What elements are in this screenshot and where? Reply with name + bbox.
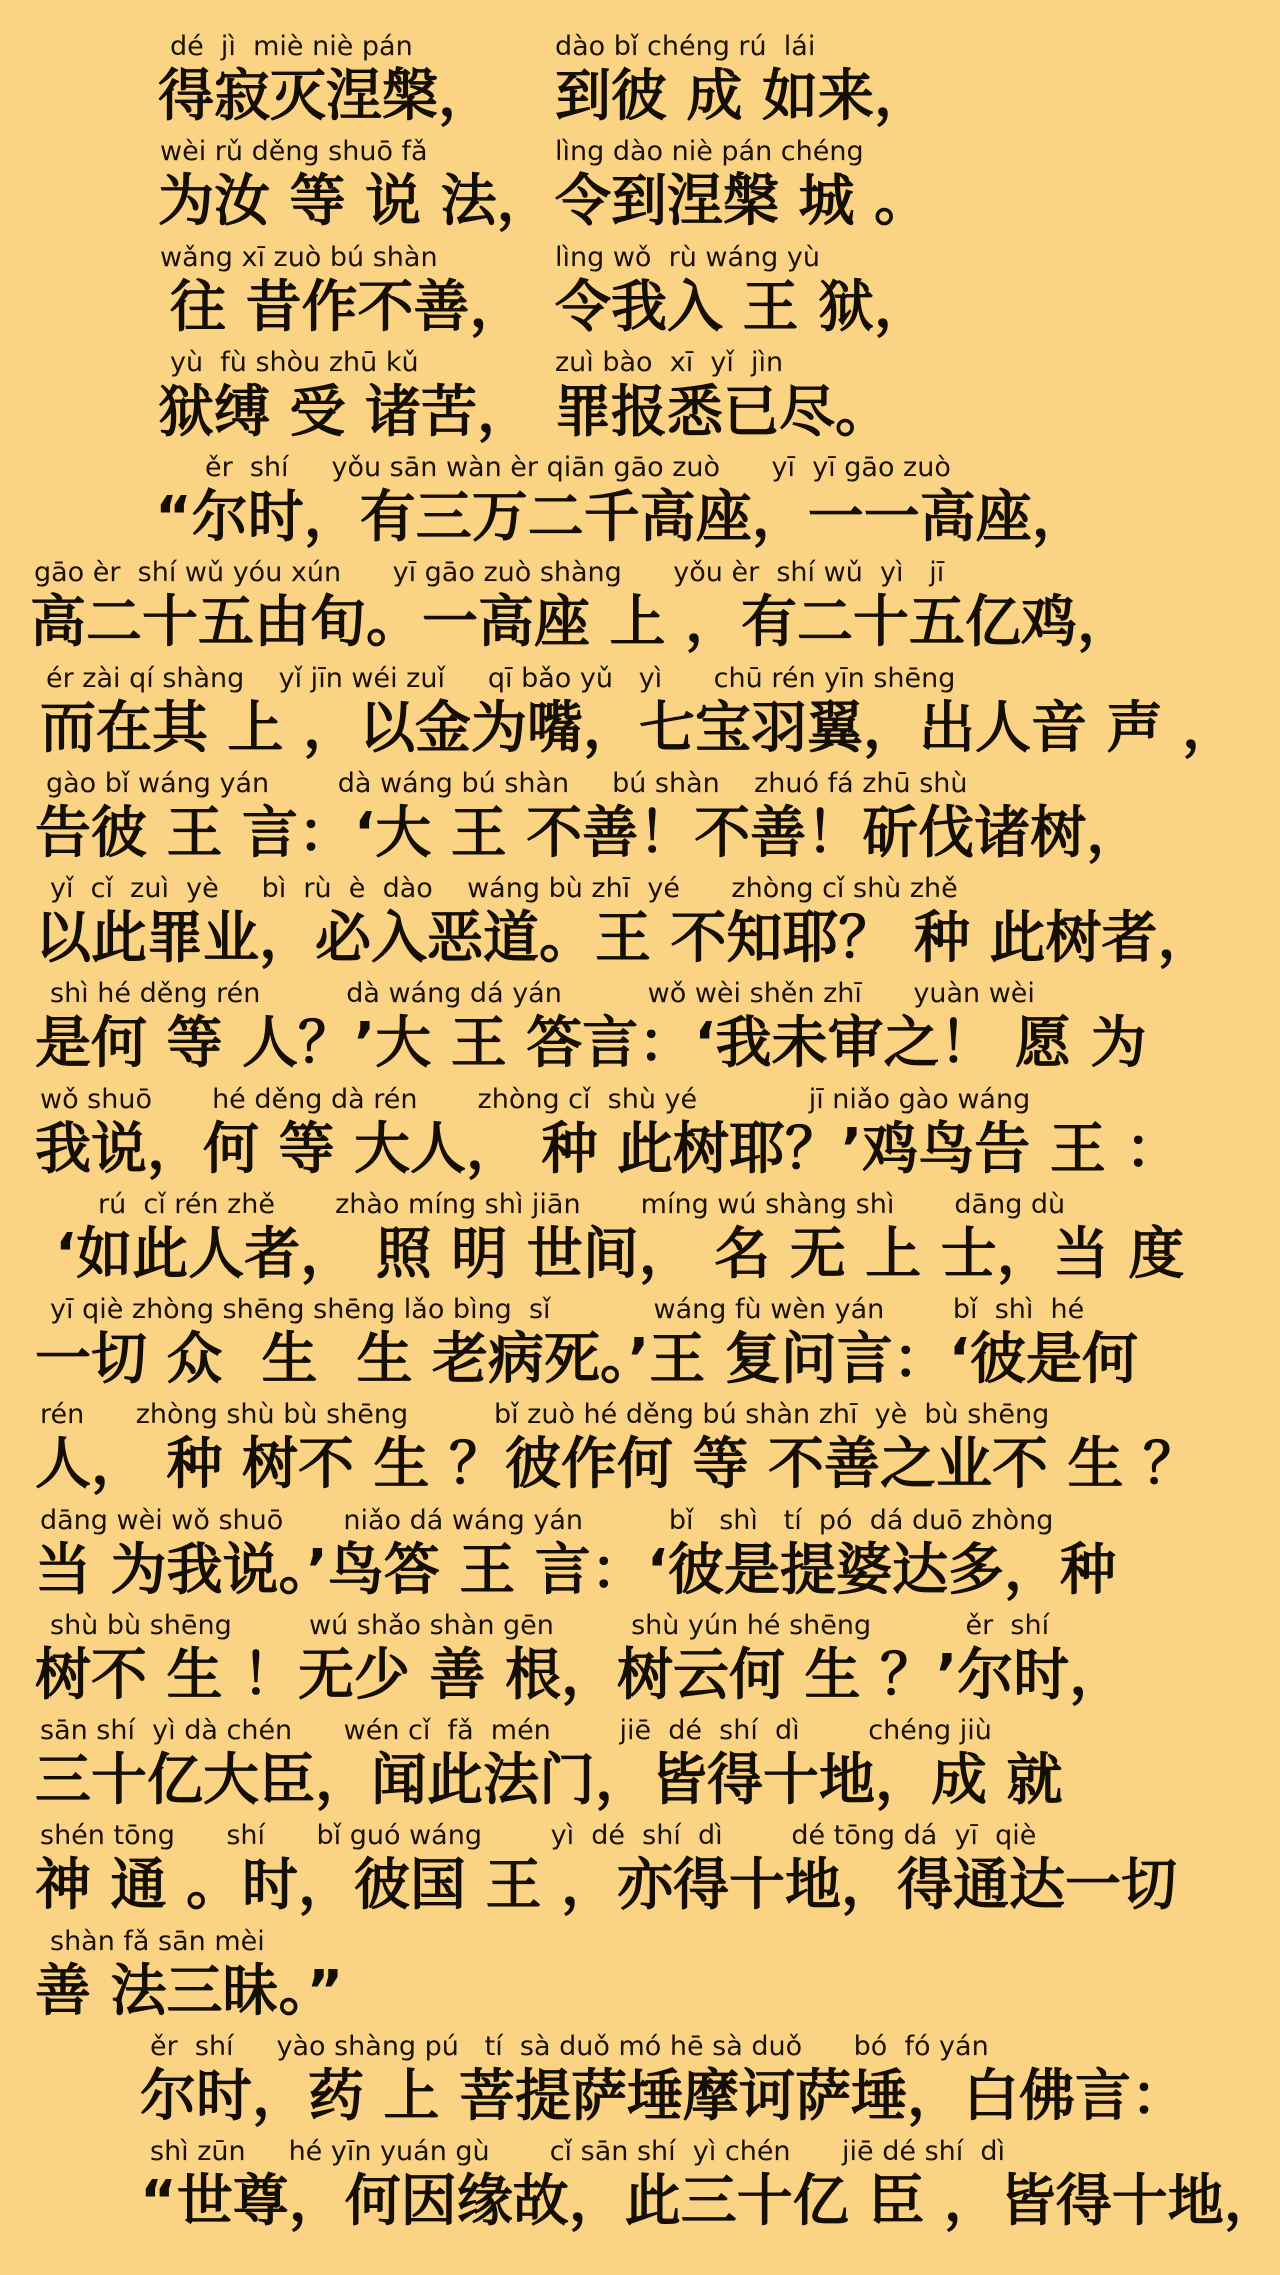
- hanzi-text: 神 通 。时，彼国 王 ，亦得十地，得通达一切: [35, 1853, 1177, 1918]
- hanzi-text: 为汝 等 说 法，: [158, 169, 553, 234]
- prose-line: [0, 2030, 1187, 2134]
- prose-line: [0, 872, 1214, 976]
- hanzi-text: 善 法三昧。”: [35, 1959, 344, 2024]
- hanzi-text: 三十亿大臣，闻此法门，皆得十地，成 就: [35, 1748, 1063, 1813]
- hanzi-text: 告彼 王 言：‘大 王 不善！不善！斫伐诸树，: [35, 801, 1143, 866]
- prose-line: [0, 977, 1147, 1081]
- prose-line: [0, 556, 1133, 660]
- pinyin-annotation: dé jì miè niè pán: [170, 31, 413, 62]
- hanzi-text: 往 昔作不善，: [170, 275, 526, 340]
- pinyin-annotation: wǎng xī zuò bú shàn: [160, 242, 438, 273]
- pinyin-annotation: shén tōng shí bǐ guó wáng yì dé shí dì dé tōng dá yī qiè: [40, 1820, 1037, 1851]
- hanzi-text: 令到涅槃 城 。: [555, 169, 930, 234]
- pinyin-annotation: rén zhòng shù bù shēng bǐ zuò hé děng bú shàn zhī yè bù shēng: [40, 1399, 1050, 1430]
- hanzi-text: 到彼 成 如来，: [555, 64, 930, 129]
- hanzi-text: 而在其 上 ，以金为嘴，七宝羽翼，出人音 声 ，: [40, 696, 1238, 761]
- prose-line: [0, 1398, 1199, 1502]
- hanzi-text: 是何 等 人？’大 王 答言：‘我未审之！ 愿 为: [35, 1011, 1147, 1076]
- prose-line: [0, 767, 1143, 871]
- verse-line: [0, 30, 1080, 134]
- verse-line: [0, 346, 1080, 450]
- hanzi-text: 当 为我说。’鸟答 王 言：‘彼是提婆达多，种: [35, 1538, 1117, 1603]
- pinyin-annotation: shì zūn hé yīn yuán gù cǐ sān shí yì chén jiē dé shí dì: [150, 2136, 1006, 2167]
- prose-line: [0, 1714, 1080, 1818]
- hanzi-text: 得寂灭涅槃，: [158, 64, 494, 129]
- hanzi-text: 狱缚 受 诸苦，: [158, 380, 533, 445]
- prose-line: [0, 1083, 1182, 1187]
- hanzi-text: “世尊，何因缘故，此三十亿 臣 ，皆得十地，: [140, 2169, 1280, 2234]
- hanzi-text: 高二十五由旬。一高座 上 ，有二十五亿鸡，: [30, 590, 1133, 655]
- pinyin-annotation: sān shí yì dà chén wén cǐ fǎ mén jiē dé shí dì chéng jiù: [40, 1715, 992, 1746]
- hanzi-text: 一切 众 生 生 老病死。’王 复问言：‘彼是何: [35, 1327, 1139, 1392]
- hanzi-text: “尔时，有三万二千高座，一一高座，: [155, 485, 1088, 550]
- verse-line: [0, 241, 1080, 345]
- pinyin-annotation: shì hé děng rén dà wáng dá yán wǒ wèi shěn zhī yuàn wèi: [50, 978, 1035, 1009]
- pinyin-annotation: lìng dào niè pán chéng: [555, 136, 864, 167]
- pinyin-annotation: wǒ shuō hé děng dà rén zhòng cǐ shù yé jī niǎo gào wáng: [40, 1084, 1031, 1115]
- prose-line: [0, 1609, 1126, 1713]
- hanzi-text: 人， 种 树不 生 ？彼作何 等 不善之业不 生 ？: [35, 1432, 1199, 1497]
- prose-line: [0, 1188, 1185, 1292]
- prose-line: [0, 2135, 1280, 2239]
- prose-line: [0, 1504, 1117, 1608]
- hanzi-text: 树不 生 ！无少 善 根，树云何 生 ？’尔时，: [35, 1643, 1126, 1708]
- hanzi-text: ‘如此人者， 照 明 世间， 名 无 上 士，当 度: [55, 1222, 1185, 1287]
- hanzi-text: 罪报悉已尽。: [555, 380, 891, 445]
- pinyin-annotation: yī qiè zhòng shēng shēng lǎo bìng sǐ wáng fù wèn yán bǐ shì hé: [50, 1294, 1085, 1325]
- hanzi-text: 我说，何 等 大人， 种 此树耶？’鸡鸟告 王 ：: [35, 1117, 1182, 1182]
- pinyin-annotation: dāng wèi wǒ shuō niǎo dá wáng yán bǐ shì tí pó dá duō zhòng: [40, 1505, 1054, 1536]
- prose-line: [0, 1293, 1139, 1397]
- pinyin-annotation: wèi rǔ děng shuō fǎ: [160, 136, 428, 167]
- pinyin-annotation: yù fù shòu zhū kǔ: [170, 347, 419, 378]
- pinyin-annotation: dào bǐ chéng rú lái: [555, 31, 816, 62]
- pinyin-annotation: zuì bào xī yǐ jìn: [555, 347, 784, 378]
- pinyin-annotation: ér zài qí shàng yǐ jīn wéi zuǐ qī bǎo yǔ yì chū rén yīn shēng: [46, 663, 956, 694]
- prose-line: [0, 451, 1088, 555]
- pinyin-annotation: ěr shí yào shàng pú tí sà duǒ mó hē sà duǒ bó fó yán: [150, 2031, 989, 2062]
- prose-line: [0, 1925, 1080, 2029]
- hanzi-text: 令我入 王 狱，: [555, 275, 930, 340]
- pinyin-annotation: gāo èr shí wǔ yóu xún yī gāo zuò shàng yǒu èr shí wǔ yì jī: [34, 557, 945, 588]
- pinyin-annotation: shàn fǎ sān mèi: [50, 1926, 265, 1957]
- hanzi-text: 尔时，药 上 菩提萨埵摩诃萨埵，白佛言：: [140, 2064, 1187, 2129]
- pinyin-annotation: gào bǐ wáng yán dà wáng bú shàn bú shàn zhuó fá zhū shù: [46, 768, 968, 799]
- pinyin-annotation: rú cǐ rén zhě zhào míng shì jiān míng wú shàng shì dāng dù: [98, 1189, 1066, 1220]
- verse-line: [0, 135, 1080, 239]
- pinyin-annotation: yǐ cǐ zuì yè bì rù è dào wáng bù zhī yé zhòng cǐ shù zhě: [50, 873, 958, 904]
- pinyin-annotation: shù bù shēng wú shǎo shàn gēn shù yún hé shēng ěr shí: [50, 1610, 1050, 1641]
- hanzi-text: 以此罪业，必入恶道。王 不知耶？ 种 此树者，: [35, 906, 1214, 971]
- prose-line: [0, 662, 1238, 766]
- prose-line: [0, 1819, 1177, 1923]
- pinyin-annotation: ěr shí yǒu sān wàn èr qiān gāo zuò yī yī gāo zuò: [205, 452, 951, 483]
- pinyin-annotation: lìng wǒ rù wáng yù: [555, 242, 820, 273]
